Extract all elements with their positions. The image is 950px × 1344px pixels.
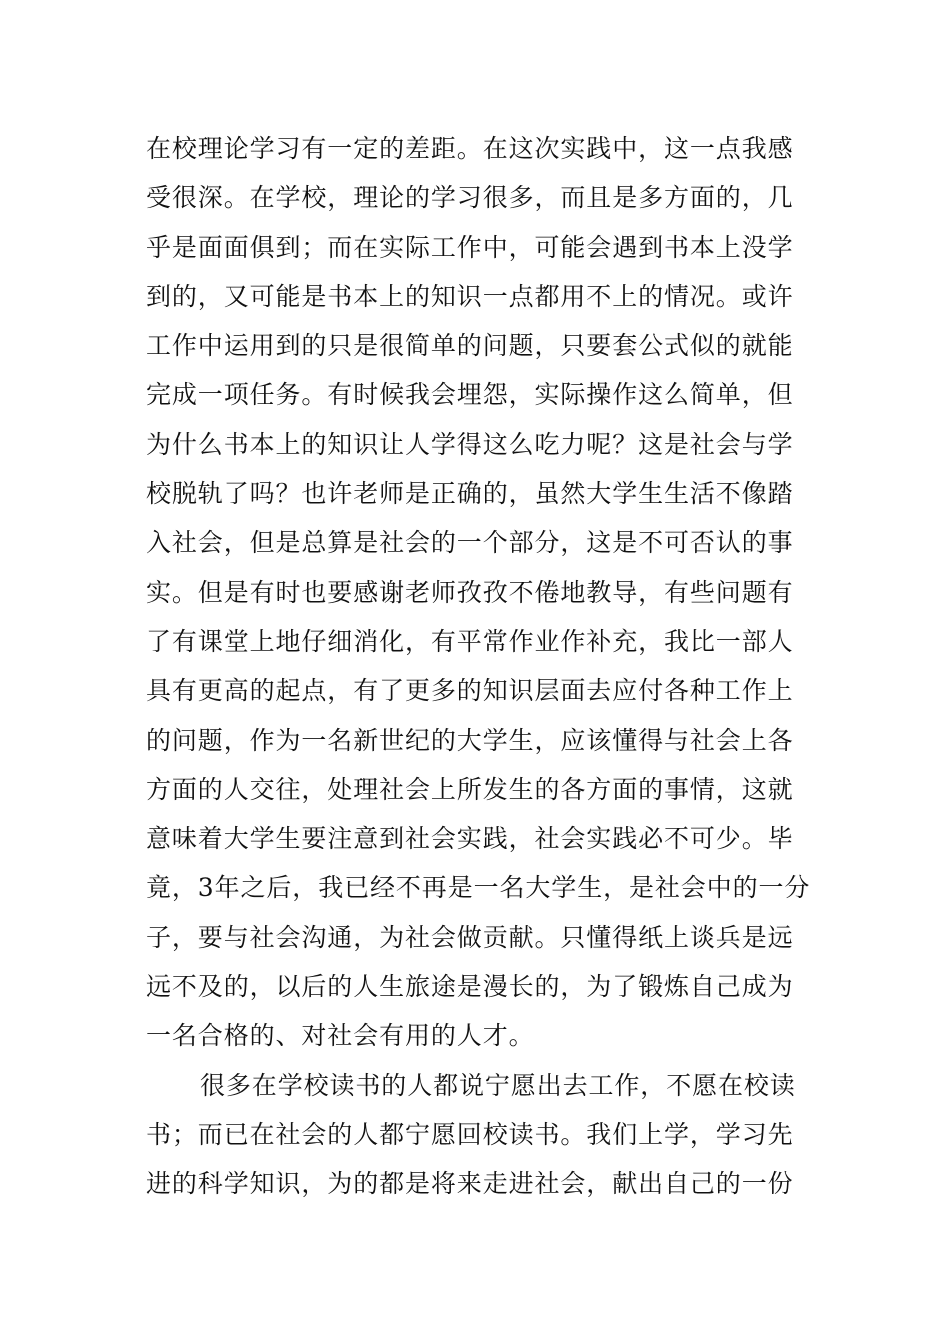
text-line: 一名合格的、对社会有用的人才。: [146, 1021, 535, 1051]
paragraph-1: [146, 124, 811, 1061]
text-line: 为什么书本上的知识让人学得这么吃力呢？这是社会与学: [146, 429, 794, 459]
text-line: 到的，又可能是书本上的知识一点都用不上的情况。或许: [146, 281, 794, 311]
document-body: [146, 124, 811, 1209]
text-line: 乎是面面俱到；而在实际工作中，可能会遇到书本上没学: [146, 232, 794, 262]
text-line: 工作中运用到的只是很简单的问题，只要套公式似的就能: [146, 331, 794, 361]
text-line: 的问题，作为一名新世纪的大学生，应该懂得与社会上各: [146, 725, 794, 755]
paragraph-2: [146, 1061, 806, 1209]
text-line: 远不及的，以后的人生旅途是漫长的，为了锻炼自己成为: [146, 972, 794, 1002]
text-line: 具有更高的起点，有了更多的知识层面去应付各种工作上: [146, 676, 794, 706]
text-line: 竟，3年之后，我已经不再是一名大学生，是社会中的一分: [146, 873, 811, 903]
text-line: 受很深。在学校，理论的学习很多，而且是多方面的，几: [146, 183, 794, 213]
text-line: 意味着大学生要注意到社会实践，社会实践必不可少。毕: [146, 824, 794, 854]
text-line-indented: 很多在学校读书的人都说宁愿出去工作，不愿在校读: [200, 1070, 796, 1100]
text-line: 子，要与社会沟通，为社会做贡献。只懂得纸上谈兵是远: [146, 922, 794, 952]
text-line: 了有课堂上地仔细消化，有平常作业作补充，我比一部人: [146, 626, 794, 656]
text-line: 校脱轨了吗？也许老师是正确的，虽然大学生生活不像踏: [146, 479, 794, 509]
text-line: 在校理论学习有一定的差距。在这次实践中，这一点我感: [146, 134, 794, 163]
text-line: 完成一项任务。有时候我会埋怨，实际操作这么简单，但: [146, 380, 794, 410]
text-line: 入社会，但是总算是社会的一个部分，这是不可否认的事: [146, 528, 794, 558]
text-line: 进的科学知识，为的都是将来走进社会，献出自己的一份: [146, 1169, 794, 1199]
text-line: 方面的人交往，处理社会上所发生的各方面的事情，这就: [146, 774, 794, 804]
text-line: 书；而已在社会的人都宁愿回校读书。我们上学，学习先: [146, 1119, 794, 1149]
text-line: 实。但是有时也要感谢老师孜孜不倦地教导，有些问题有: [146, 577, 794, 607]
